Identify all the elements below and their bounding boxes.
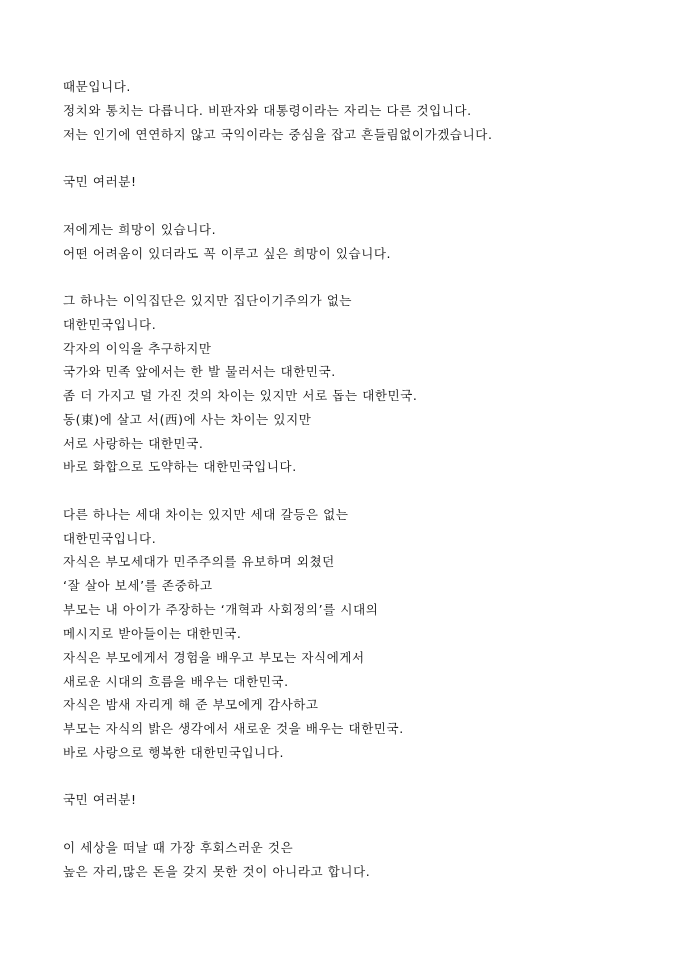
text-line: 동(東)에 살고 서(西)에 사는 차이는 있지만 [63, 412, 312, 427]
text-line: 부모는 자식의 밝은 생각에서 새로운 것을 배우는 대한민국. [63, 721, 404, 736]
text-line: 좀 더 가지고 덜 가진 것의 차이는 있지만 서로 돕는 대한민국. [63, 388, 418, 403]
text-line: 저에게는 희망이 있습니다. [63, 222, 217, 237]
text-line: 자식은 부모에게서 경험을 배우고 부모는 자식에게서 [63, 650, 365, 665]
text-line: 각자의 이익을 추구하지만 [63, 341, 212, 356]
text-line: 바로 화합으로 도약하는 대한민국입니다. [63, 459, 297, 474]
text-line: 대한민국입니다. [63, 317, 157, 332]
text-line: 국민 여러분! [63, 792, 137, 807]
text-line: 국민 여러분! [63, 174, 137, 189]
text-line: 국가와 민족 앞에서는 한 발 물러서는 대한민국. [63, 364, 336, 379]
text-line: 그 하나는 이익집단은 있지만 집단이기주의가 없는 [63, 293, 353, 308]
text-line: 부모는 내 아이가 주장하는 ‘개혁과 사회정의’를 시대의 [63, 602, 379, 617]
text-line: 새로운 시대의 흐름을 배우는 대한민국. [63, 674, 289, 689]
text-line: 자식은 밤새 자리게 해 준 부모에게 감사하고 [63, 697, 319, 712]
text-line: 정치와 통치는 다릅니다. 비판자와 대통령이라는 자리는 다른 것입니다. [63, 103, 472, 118]
text-line: 때문입니다. [63, 79, 131, 94]
text-line: 어떤 어려움이 있더라도 꼭 이루고 싶은 희망이 있습니다. [63, 246, 392, 261]
text-line: 서로 사랑하는 대한민국. [63, 436, 204, 451]
text-line: ‘잘 살아 보세’를 존중하고 [63, 578, 213, 593]
text-line: 다른 하나는 세대 차이는 있지만 세대 갈등은 없는 [63, 507, 349, 522]
text-line: 대한민국입니다. [63, 531, 157, 546]
text-line: 메시지로 받아들이는 대한민국. [63, 626, 242, 641]
text-line: 높은 자리,많은 돈을 갖지 못한 것이 아니라고 합니다. [63, 864, 371, 879]
text-line: 자식은 부모세대가 민주주의를 유보하며 외쳤던 [63, 554, 335, 569]
text-line: 이 세상을 떠날 때 가장 후회스러운 것은 [63, 840, 294, 855]
text-line: 저는 인기에 연연하지 않고 국익이라는 중심을 잡고 흔들림없이가겠습니다. [63, 127, 493, 142]
text-line: 바로 사랑으로 행복한 대한민국입니다. [63, 745, 285, 760]
